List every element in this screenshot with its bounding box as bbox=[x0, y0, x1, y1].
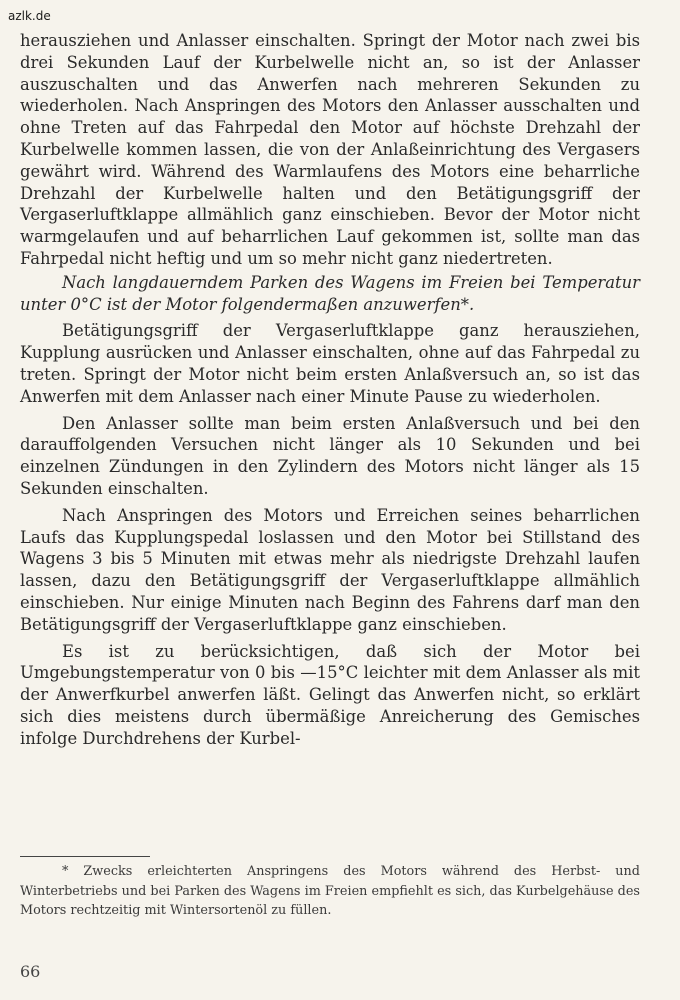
watermark-text: azlk.de bbox=[8, 9, 51, 23]
footnote-divider bbox=[20, 856, 150, 857]
paragraph: Betätigungsgriff der Vergaserluftklappe ganz herausziehen, Kupplung ausrücken und Anlasser einschalten, ohne auf das Fahrpedal zu treten. Springt der Motor nicht beim ersten Anlaßversuch an, so ist das Anwerfen mit dem Anlasser nach einer Minute Pause zu wiederholen. bbox=[20, 321, 640, 406]
page-body bbox=[20, 30, 640, 750]
page-number: 66 bbox=[20, 962, 41, 981]
paragraph-italic-heading: Nach langdauerndem Parken des Wagens im Freien bei Temperatur unter 0°C ist der Motor folgendermaßen anzuwerfen*. bbox=[20, 272, 640, 314]
paragraph: Nach Anspringen des Motors und Erreichen seines beharrlichen Laufs das Kupplungspedal loslassen und den Motor bei Stillstand des Wagens 3 bis 5 Minuten mit etwas mehr als niedrigste Drehzahl laufen lassen, dazu den Betätigungsgriff der Vergaserluftklappe allmählich einschieben. Nur einige Minuten nach Beginn des Fahrens darf man den Betätigungsgriff der Vergaserluftklappe ganz einschieben. bbox=[20, 505, 640, 634]
paragraph-continuation: herausziehen und Anlasser einschalten. Springt der Motor nach zwei bis drei Sekunden Lauf der Kurbelwelle nicht an, so ist der Anlasser auszuschalten und das Anwerfen nach mehreren Sekunden zu wiederholen. Nach Anspringen des Motors den Anlasser ausschalten und ohne Treten auf das Fahrpedal den Motor auf höchste Drehzahl der Kurbelwelle kommen lassen, die von der Anlaßeinrichtung des Vergasers gewährt wird. Während des Warmlaufens des Motors eine beharrliche Drehzahl der Kurbelwelle halten und den Betätigungsgriff der Vergaserluftklappe allmählich ganz einschieben. Bevor der Motor nicht warmgelaufen und auf beharrlichen Lauf gekommen ist, sollte man das Fahrpedal nicht heftig und um so mehr nicht ganz niedertreten. bbox=[20, 31, 640, 268]
footnote: * Zwecks erleichterten Anspringens des Motors während des Herbst- und Winterbetriebs und bei Parken des Wagens im Freien empfiehlt es sich, das Kurbelgehäuse des Motors rechtzeitig mit Wintersortenöl zu füllen. bbox=[20, 864, 640, 918]
paragraph: Es ist zu berücksichtigen, daß sich der Motor bei Umgebungstemperatur von 0 bis —15°C leichter mit dem Anlasser als mit der Anwerfkurbel anwerfen läßt. Gelingt das Anwerfen nicht, so erklärt sich dies meistens durch übermäßige Anreicherung des Gemisches infolge Durchdrehens der Kurbel- bbox=[20, 641, 640, 748]
paragraph: Den Anlasser sollte man beim ersten Anlaßversuch und bei den darauffolgenden Versuchen nicht länger als 10 Sekunden und bei einzelnen Zündungen in den Zylindern des Motors nicht länger als 15 Sekunden einschalten. bbox=[20, 413, 640, 498]
